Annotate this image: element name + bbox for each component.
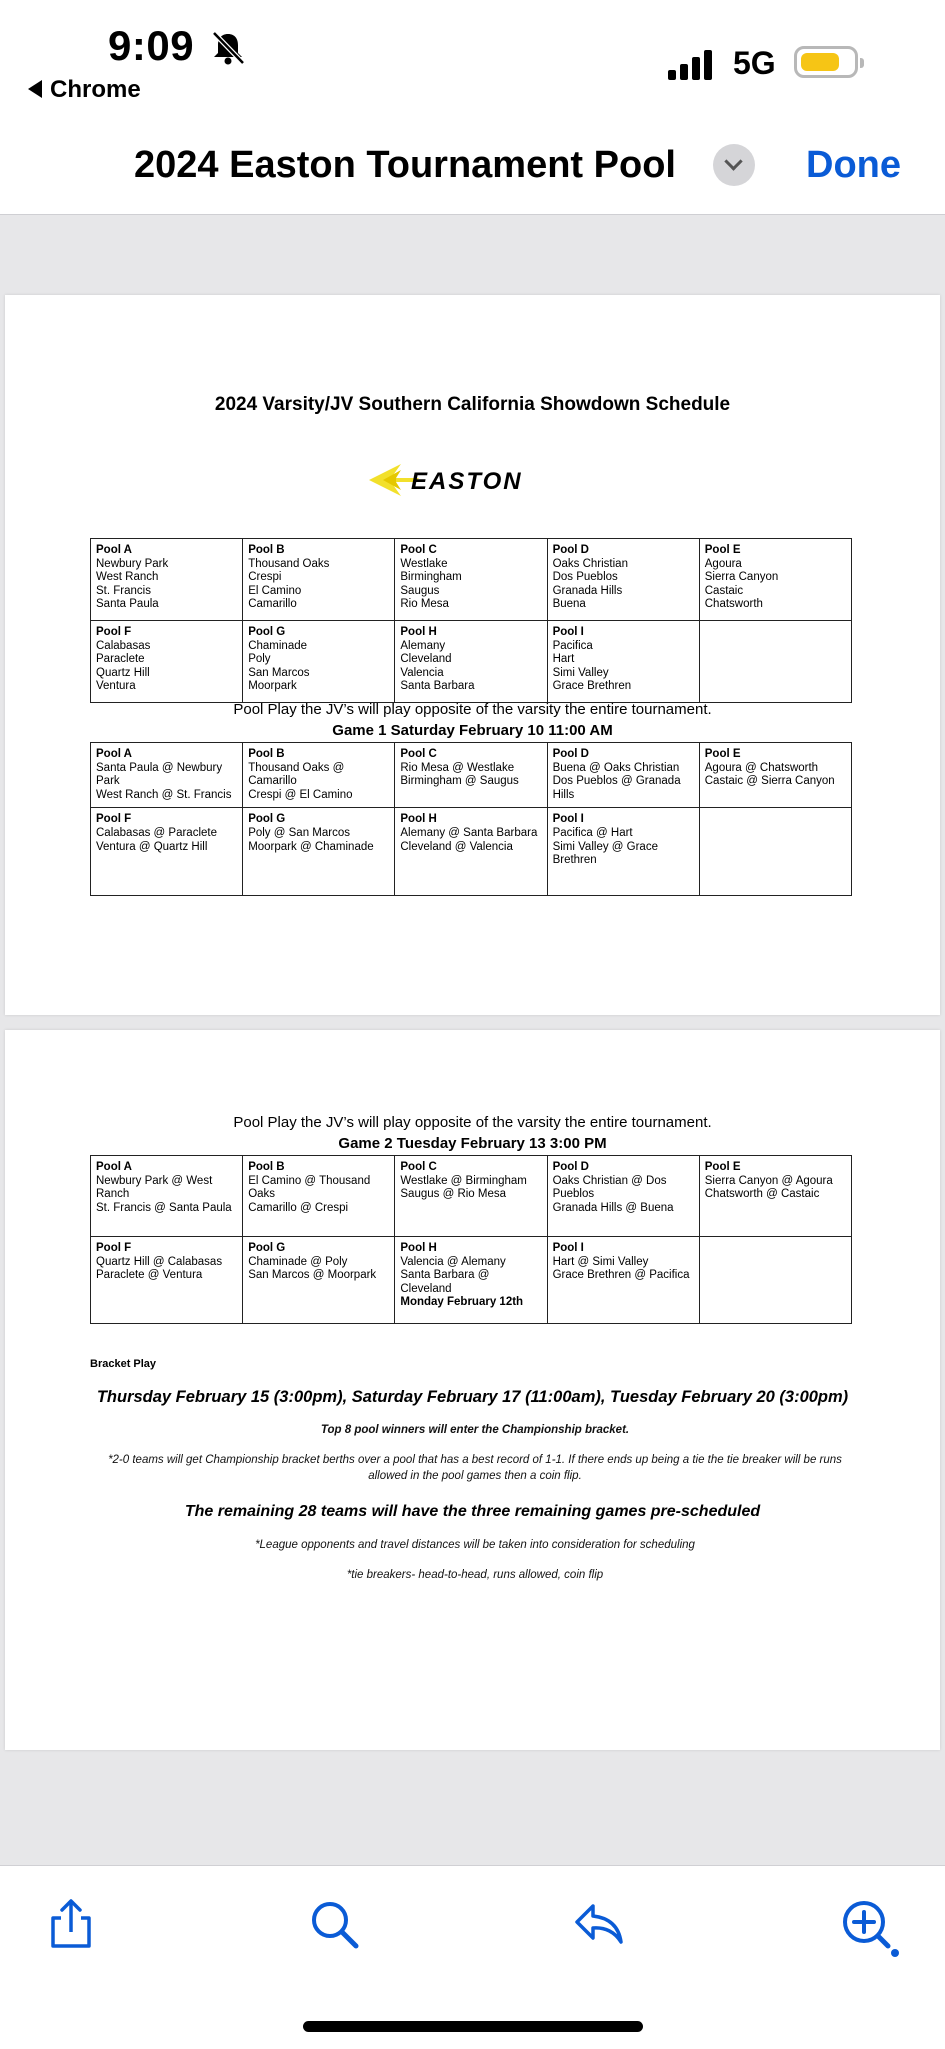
back-to-app[interactable] [28, 76, 141, 104]
logo-text: EASTON [411, 468, 523, 495]
navigation-bar [0, 120, 945, 215]
tiebreakers-note: *tie breakers- head-to-head, runs allowed, coin flip [346, 1569, 604, 1581]
matchup-cell: Pool H Valencia @ Alemany Santa Barbara @ Cleveland Monday February 12th [395, 1237, 547, 1324]
pool-cell: Pool C Westlake Birmingham Saugus Rio Mesa [395, 539, 547, 621]
back-arrow-icon [28, 80, 42, 98]
easton-logo [365, 460, 595, 500]
matchup-cell: Pool I Hart @ Simi Valley Grace Brethren @ Pacifica [547, 1237, 699, 1324]
matchup-cell: Pool A Santa Paula @ Newbury Park West Ranch @ St. Francis [91, 743, 243, 808]
reschedule-note: Monday February 12th [400, 1296, 524, 1309]
matchup-cell: Pool G Poly @ San Marcos Moorpark @ Chaminade [243, 808, 395, 896]
bottom-toolbar [0, 1865, 945, 2049]
title-menu-chevron-icon[interactable] [713, 144, 755, 186]
empty-cell [699, 621, 851, 703]
pdf-page-1 [5, 295, 940, 1015]
matchup-cell: Pool A Newbury Park @ West Ranch St. Francis @ Santa Paula [91, 1156, 243, 1237]
empty-cell [699, 1237, 851, 1324]
share-icon[interactable] [43, 1896, 99, 1952]
pdf-page-2 [5, 1030, 940, 1750]
battery-icon [794, 46, 858, 78]
matchup-cell: Pool H Alemany @ Santa Barbara Cleveland @ Valencia [395, 808, 547, 896]
game2-heading: Game 2 Tuesday February 13 3:00 PM [338, 1135, 607, 1152]
search-icon[interactable] [306, 1896, 362, 1952]
matchup-cell: Pool F Calabasas @ Paraclete Ventura @ Quartz Hill [91, 808, 243, 896]
matchup-cell: Pool D Oaks Christian @ Dos Pueblos Granada Hills @ Buena [547, 1156, 699, 1237]
matchup-cell: Pool E Agoura @ Chatsworth Castaic @ Sierra Canyon [699, 743, 851, 808]
jv-note: Pool Play the JV’s will play opposite of the varsity the entire tournament. [233, 701, 712, 718]
pool-cell: Pool D Oaks Christian Dos Pueblos Granada Hills Buena [547, 539, 699, 621]
matchup-cell: Pool E Sierra Canyon @ Agoura Chatsworth @ Castaic [699, 1156, 851, 1237]
silent-bell-icon [208, 28, 248, 68]
matchup-cell: Pool C Westlake @ Birmingham Saugus @ Rio Mesa [395, 1156, 547, 1237]
pool-cell: Pool G Chaminade Poly San Marcos Moorpark [243, 621, 395, 703]
matchup-cell: Pool C Rio Mesa @ Westlake Birmingham @ Saugus [395, 743, 547, 808]
pools-table [90, 538, 852, 703]
matchup-cell: Pool I Pacifica @ Hart Simi Valley @ Grace Brethren [547, 808, 699, 896]
game2-table [90, 1155, 852, 1324]
matchup-cell: Pool F Quartz Hill @ Calabasas Paraclete @ Ventura [91, 1237, 243, 1324]
pool-cell: Pool I Pacifica Hart Simi Valley Grace Brethren [547, 621, 699, 703]
pool-cell: Pool E Agoura Sierra Canyon Castaic Chatsworth [699, 539, 851, 621]
matchup-cell: Pool B El Camino @ Thousand Oaks Camarillo @ Crespi [243, 1156, 395, 1237]
reply-icon[interactable] [571, 1896, 627, 1952]
done-button[interactable]: Done [806, 144, 901, 186]
game1-heading: Game 1 Saturday February 10 11:00 AM [332, 722, 613, 739]
schedule-title: 2024 Varsity/JV Southern California Showdown Schedule [214, 394, 731, 415]
pool-cell: Pool A Newbury Park West Ranch St. Francis Santa Paula [91, 539, 243, 621]
home-indicator [303, 2021, 643, 2032]
cellular-signal-icon [668, 48, 712, 80]
matchup-cell: Pool G Chaminade @ Poly San Marcos @ Moorpark [243, 1237, 395, 1324]
matchup-cell: Pool B Thousand Oaks @ Camarillo Crespi @ El Camino [243, 743, 395, 808]
league-note: *League opponents and travel distances will be taken into consideration for scheduling [255, 1539, 695, 1551]
pool-cell: Pool F Calabasas Paraclete Quartz Hill Ventura [91, 621, 243, 703]
tiebreak-note: *2-0 teams will get Championship bracket berths over a pool that has a best record of 1-1. If there ends up being a tie the tie breaker will be runs allowed in the pool games then a coin flip. [108, 1454, 842, 1482]
pool-cell: Pool H Alemany Cleveland Valencia Santa Barbara [395, 621, 547, 703]
jv-note-2: Pool Play the JV’s will play opposite of the varsity the entire tournament. [233, 1114, 712, 1131]
document-title: 2024 Easton Tournament Pool [134, 144, 676, 186]
zoom-in-icon[interactable] [838, 1896, 902, 1960]
back-app-label: Chrome [50, 76, 141, 103]
pool-cell: Pool B Thousand Oaks Crespi El Camino Camarillo [243, 539, 395, 621]
status-time: 9:09 [108, 22, 195, 69]
top8-note: Top 8 pool winners will enter the Championship bracket. [320, 1424, 630, 1436]
remaining-teams-note: The remaining 28 teams will have the three remaining games pre-scheduled [184, 1503, 761, 1520]
network-label: 5G [733, 45, 776, 81]
bracket-dates: Thursday February 15 (3:00pm), Saturday February 17 (11:00am), Tuesday February 20 (3:00pm) [96, 1388, 849, 1406]
matchup-cell: Pool D Buena @ Oaks Christian Dos Pueblos @ Granada Hills [547, 743, 699, 808]
empty-cell [699, 808, 851, 896]
game1-table [90, 742, 852, 896]
bracket-label: Bracket Play [90, 1358, 157, 1370]
status-bar [0, 0, 945, 120]
